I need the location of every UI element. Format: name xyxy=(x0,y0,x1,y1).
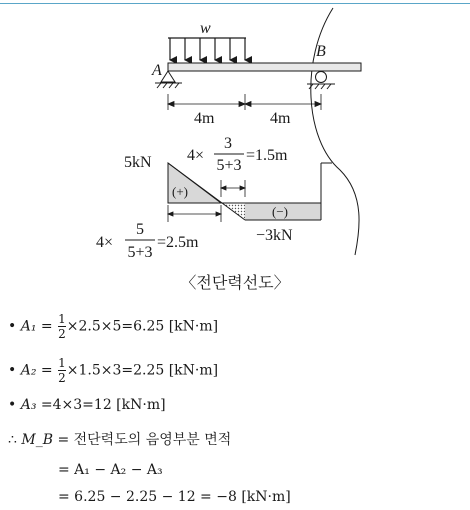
dim-1-5m xyxy=(221,180,245,197)
a2-fraction: $\frac{1}{2}$ xyxy=(58,356,66,385)
a1-var: A₁ xyxy=(20,318,37,335)
mb-var: M_B xyxy=(21,432,53,448)
span-dimension-lines xyxy=(168,94,321,110)
shear-right-value: −3kN xyxy=(256,227,293,244)
therefore-symbol: ∴ xyxy=(8,432,17,448)
distributed-load xyxy=(168,38,246,60)
dist-top-prefix: 4× xyxy=(187,147,205,164)
mb-rest: = 전단력도의 음영부분 면적 xyxy=(57,432,232,448)
a1-fraction: $\frac{1}{2}$ xyxy=(58,312,66,341)
span-left-label: 4m xyxy=(194,110,215,127)
support-b-label: B xyxy=(316,43,326,60)
dim-2-5m xyxy=(168,205,221,222)
a2-rest: ×1.5×3=2.25 [kN·m] xyxy=(66,362,219,379)
dist-bottom-den: 5+3 xyxy=(127,244,153,261)
solution-a1: • A₁ = $\frac{1}{2}$ ×2.5×5=6.25 [kN·m] xyxy=(8,312,219,341)
dist-bottom-num: 5 xyxy=(136,221,144,238)
dist-top-den: 5+3 xyxy=(216,157,242,174)
solution-step2: = 6.25 − 2.25 − 12 = −8 [kN·m] xyxy=(58,489,291,505)
solution-a3: • A₃ =4×3=12 [kN·m] xyxy=(8,397,166,413)
dist-bottom-result: =2.5m xyxy=(157,234,199,251)
solution-step1: = A₁ − A₂ − A₃ xyxy=(58,462,163,478)
shear-left-value: 5kN xyxy=(124,154,152,171)
load-label: w xyxy=(200,20,211,37)
negative-sign: (−) xyxy=(272,204,288,219)
diagram-caption: 〈전단력선도〉 xyxy=(180,273,290,292)
span-right-label: 4m xyxy=(270,110,291,127)
dist-top-result: =1.5m xyxy=(246,147,288,164)
solution-a2: • A₂ = $\frac{1}{2}$ ×1.5×3=2.25 [kN·m] xyxy=(8,356,219,385)
dist-top-num: 3 xyxy=(224,135,232,152)
a1-rest: ×2.5×5=6.25 [kN·m] xyxy=(66,318,219,335)
a3-var: A₃ xyxy=(20,397,37,413)
a3-rest: =4×3=12 [kN·m] xyxy=(40,397,166,413)
beam xyxy=(168,63,361,71)
a2-eq: = xyxy=(40,362,53,379)
a2-var: A₂ xyxy=(20,362,37,379)
dist-bottom-prefix: 4× xyxy=(96,234,114,251)
positive-sign: (+) xyxy=(172,184,188,199)
a1-eq: = xyxy=(40,318,53,335)
support-a-label: A xyxy=(152,62,162,79)
solution-mb xyxy=(8,433,231,447)
